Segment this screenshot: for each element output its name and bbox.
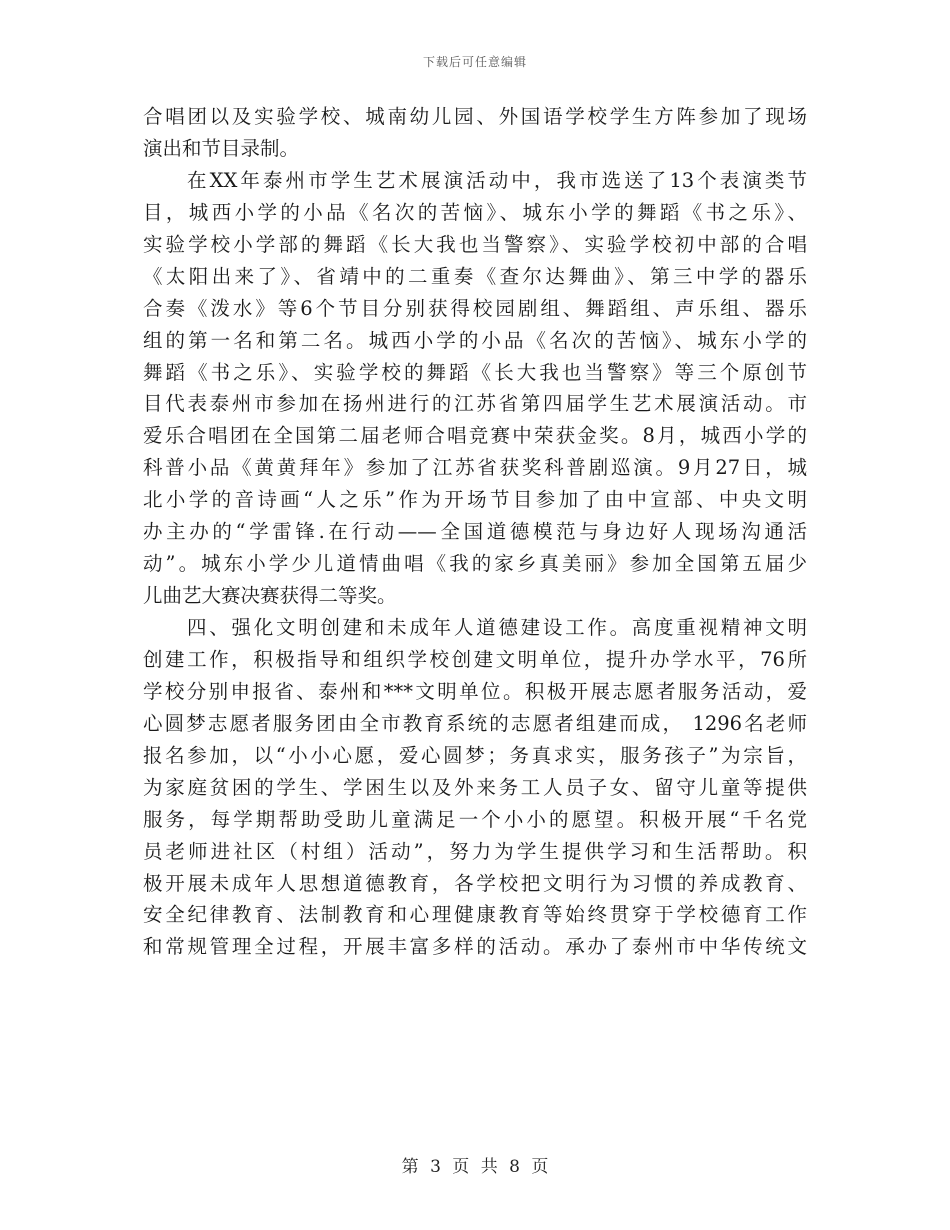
text-line: 为家庭贫困的学生、学困生以及外来务工人员子女、留守儿童等提供 (143, 775, 807, 799)
text-line: 心圆梦志愿者服务团由全市教育系统的志愿者组建而成， 1296名老师 (143, 711, 807, 735)
text-line: 安全纪律教育、法制教育和心理健康教育等始终贯穿于学校德育工作 (143, 903, 807, 927)
text-line: 《太阳出来了》、省靖中的二重奏《查尔达舞曲》、第三中学的器乐 (143, 264, 807, 288)
text-line: 北小学的音诗画“人之乐”作为开场节目参加了由中宣部、中央文明 (143, 488, 807, 512)
paragraph (143, 165, 807, 612)
paragraph (143, 612, 807, 963)
text-line: 报名参加，以“小小心愿，爱心圆梦；务真求实，服务孩子”为宗旨， (143, 743, 807, 767)
text-line: 四、强化文明创建和未成年人道德建设工作。高度重视精神文明 (187, 616, 807, 639)
text-line: 极开展未成年人思想道德教育，各学校把文明行为习惯的养成教育、 (143, 871, 807, 895)
text-line: 合奏《泼水》等6个节目分别获得校园剧组、舞蹈组、声乐组、器乐 (143, 296, 807, 320)
text-line: 组的第一名和第二名。城西小学的小品《名次的苦恼》、城东小学的 (143, 328, 807, 352)
text-line: 服务，每学期帮助受助儿童满足一个小小的愿望。积极开展“千名党 (143, 807, 807, 831)
text-line: 演出和节目录制。 (143, 136, 300, 160)
text-line: 儿曲艺大赛决赛获得二等奖。 (143, 584, 397, 608)
text-line: 和常规管理全过程，开展丰富多样的活动。承办了泰州市中华传统文 (143, 935, 807, 959)
page-header: 下载后可任意编辑 (422, 55, 527, 69)
text-line: 目代表泰州市参加在扬州进行的江苏省第四届学生艺术展演活动。市 (143, 392, 807, 416)
page-number-footer: 第 3 页 共 8 页 (401, 1157, 549, 1177)
text-line: 合唱团以及实验学校、城南幼儿园、外国语学校学生方阵参加了现场 (143, 105, 807, 128)
text-line: 目，城西小学的小品《名次的苦恼》、城东小学的舞蹈《书之乐》、 (143, 200, 807, 224)
text-line: 科普小品《黄黄拜年》参加了江苏省获奖科普剧巡演。9月27日，城 (143, 456, 807, 480)
text-line: 舞蹈《书之乐》、实验学校的舞蹈《长大我也当警察》等三个原创节 (143, 360, 807, 384)
text-line: 办主办的“学雷锋.在行动——全国道德模范与身边好人现场沟通活 (143, 520, 807, 544)
text-line: 爱乐合唱团在全国第二届老师合唱竞赛中荣获金奖。8月，城西小学的 (143, 424, 807, 448)
document-body (143, 101, 807, 963)
text-line: 员老师进社区（村组）活动”，努力为学生提供学习和生活帮助。积 (143, 839, 807, 863)
text-line: 实验学校小学部的舞蹈《长大我也当警察》、实验学校初中部的合唱 (143, 232, 807, 256)
text-line: 学校分别申报省、泰州和***文明单位。积极开展志愿者服务活动，爱 (143, 679, 807, 703)
text-line: 创建工作，积极指导和组织学校创建文明单位，提升办学水平，76所 (143, 647, 807, 671)
paragraph (143, 101, 807, 165)
text-line: 动”。城东小学少儿道情曲唱《我的家乡真美丽》参加全国第五届少 (143, 552, 807, 576)
text-line: 在XX年泰州市学生艺术展演活动中，我市选送了13个表演类节 (187, 168, 807, 192)
